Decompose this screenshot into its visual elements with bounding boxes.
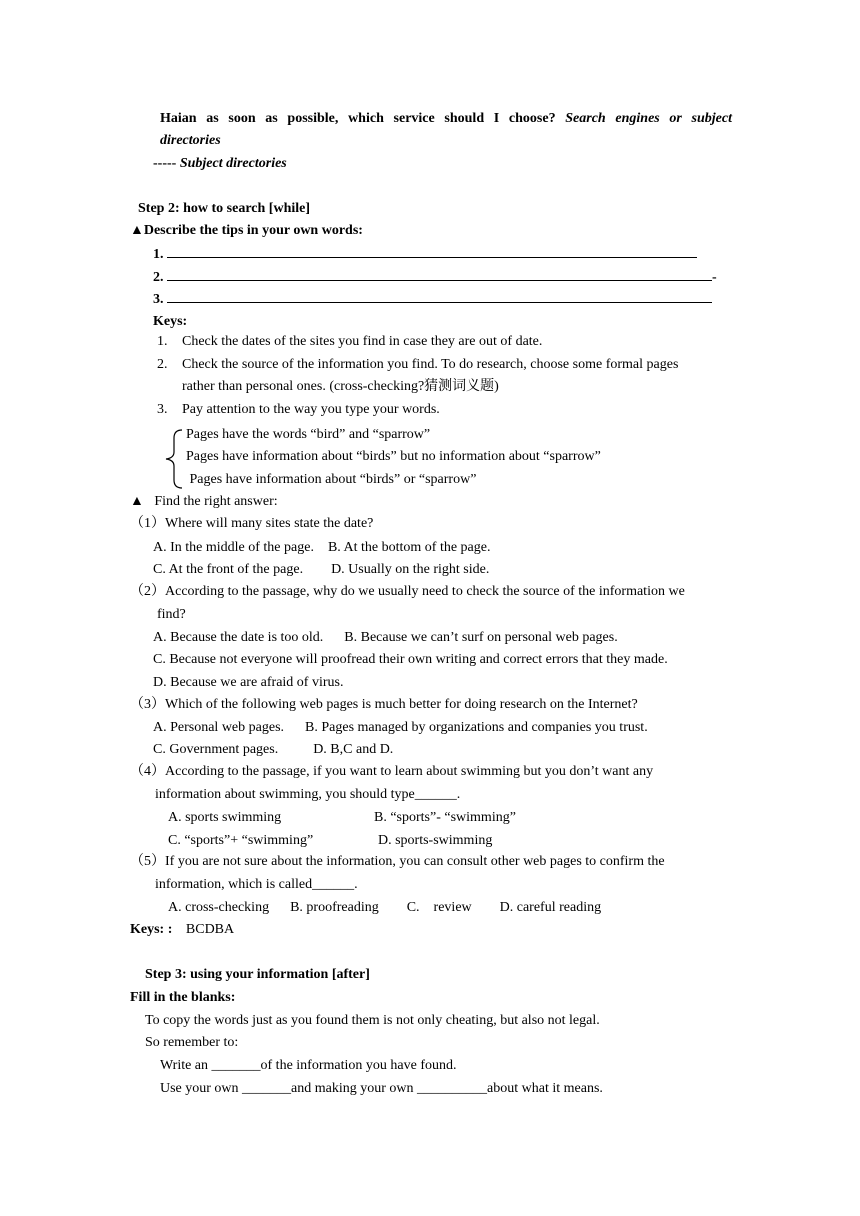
question-text-cont: information, which is called______. <box>155 877 358 892</box>
blank-number: 2. <box>153 270 164 285</box>
step3-line: To copy the words just as you found them is not only cheating, but also not legal. <box>145 1013 600 1028</box>
option-line: D. Because we are afraid of virus. <box>153 675 344 690</box>
question-text: Which of the following web pages is much better for doing research on the Internet? <box>165 697 638 712</box>
option-line: A. cross-checking B. proofreading C. review D. careful reading <box>168 900 602 915</box>
blank-number: 3. <box>153 292 164 307</box>
question-text: Where will many sites state the date? <box>165 516 374 531</box>
step1-answer-line <box>153 155 287 173</box>
question-number: （1） <box>130 516 165 531</box>
brace-item: Pages have the words “bird” and “sparrow” <box>186 427 431 442</box>
question-text: According to the passage, why do we usually need to check the source of the information we <box>165 584 685 599</box>
question-4 <box>130 763 653 781</box>
key-item-text: Check the source of the information you find. To do research, choose some formal pages <box>182 357 679 372</box>
step3-line: Use your own _______and making your own __________about what it means. <box>160 1081 603 1096</box>
describe-tips-heading: ▲Describe the tips in your own words: <box>130 223 363 238</box>
brace-item: Pages have information about “birds” or “sparrow” <box>186 472 477 487</box>
question-number: （5） <box>130 854 165 869</box>
option-line: A. Because the date is too old. B. Because we can’t surf on personal web pages. <box>153 630 618 645</box>
fill-blanks-heading: Fill in the blanks: <box>130 990 236 1005</box>
answer-prefix: ----- <box>153 156 177 171</box>
step1-options-cont: directories <box>160 133 221 148</box>
step3-heading: Step 3: using your information [after] <box>145 967 370 982</box>
blank-line-1 <box>153 245 697 264</box>
blank-underline <box>167 290 712 303</box>
question-text-cont: information about swimming, you should type______. <box>155 787 461 802</box>
option-c: C. “sports”+ “swimming” <box>168 833 314 848</box>
keys-label: Keys: <box>153 314 188 329</box>
question-text-cont: find? <box>157 607 186 622</box>
blank-line-2 <box>153 268 717 287</box>
quiz-keys-line <box>130 921 234 939</box>
curly-brace-icon <box>162 428 186 490</box>
option-line: A. In the middle of the page. B. At the bottom of the page. <box>153 540 491 555</box>
question-number: （2） <box>130 584 165 599</box>
step1-question: Haian as soon as possible, which service should I choose? <box>160 111 556 126</box>
question-5 <box>130 853 665 871</box>
question-text: According to the passage, if you want to learn about swimming but you don’t want any <box>165 764 654 779</box>
option-line: C. Because not everyone will proofread their own writing and correct errors that they made. <box>153 652 668 667</box>
key-item-number: 2. <box>157 357 168 372</box>
key-item-text: Pay attention to the way you type your words. <box>182 402 440 417</box>
question-1 <box>130 515 373 533</box>
brace-item: Pages have information about “birds” but no information about “sparrow” <box>186 449 601 464</box>
step2-heading: Step 2: how to search [while] <box>138 201 311 216</box>
step3-line: Write an _______of the information you have found. <box>160 1058 457 1073</box>
option-line: C. At the front of the page. D. Usually on the right side. <box>153 562 490 577</box>
option-line: A. Personal web pages. B. Pages managed by organizations and companies you trust. <box>153 720 648 735</box>
key-item-number: 3. <box>157 402 168 417</box>
blank-line-3 <box>153 290 712 309</box>
step1-options: Search engines or subject <box>565 111 732 126</box>
key-item-text-cont: rather than personal ones. (cross-checking?猜测词义题) <box>182 379 499 394</box>
step1-question-line <box>160 110 732 128</box>
step1-answer: Subject directories <box>179 156 287 171</box>
blank-suffix: - <box>712 270 717 285</box>
blank-underline <box>167 268 712 281</box>
blank-number: 1. <box>153 247 164 262</box>
option-b: B. “sports”- “swimming” <box>374 810 516 825</box>
option-a: A. sports swimming <box>168 810 282 825</box>
key-item-number: 1. <box>157 334 168 349</box>
quiz-keys-label: Keys: : <box>130 922 173 937</box>
key-item-text: Check the dates of the sites you find in case they are out of date. <box>182 334 543 349</box>
question-text: If you are not sure about the information, you can consult other web pages to confirm the <box>165 854 665 869</box>
question-number: （4） <box>130 764 165 779</box>
option-d: D. sports-swimming <box>378 833 493 848</box>
question-3 <box>130 696 638 714</box>
quiz-keys-value: BCDBA <box>185 922 235 937</box>
quiz-heading: ▲ Find the right answer: <box>130 494 278 509</box>
blank-underline <box>167 245 697 258</box>
question-2 <box>130 583 685 601</box>
option-line: C. Government pages. D. B,C and D. <box>153 742 394 757</box>
step3-line: So remember to: <box>145 1035 239 1050</box>
question-number: （3） <box>130 697 165 712</box>
